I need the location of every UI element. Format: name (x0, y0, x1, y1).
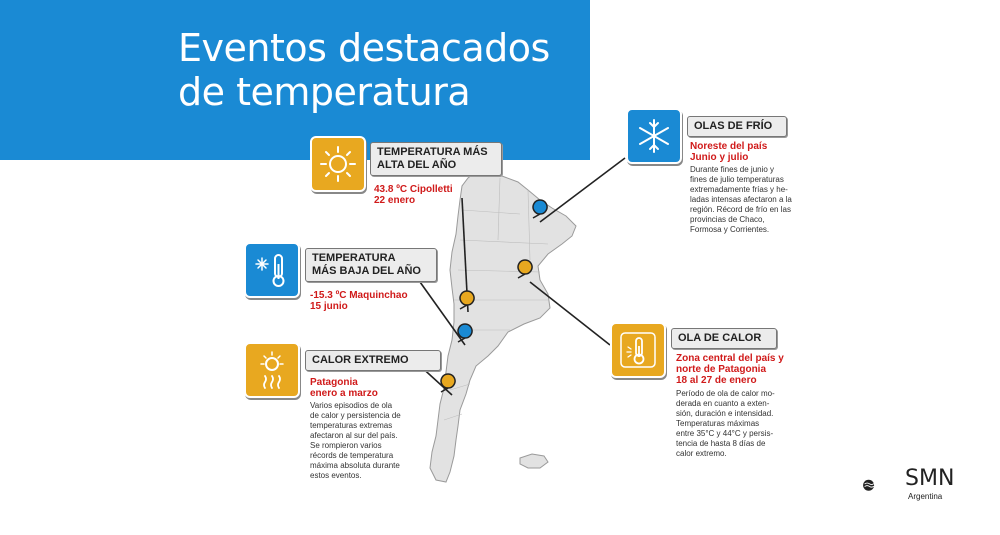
heat-wave-description-line: entre 35°C y 44°C y persis- (676, 429, 774, 438)
heat-wave-icon-box (610, 322, 666, 378)
thermometer-cold-icon (252, 250, 292, 290)
cold-waves-label-text: OLAS DE FRÍO (694, 120, 773, 132)
extreme-heat-description-line: estos eventos. (310, 471, 362, 480)
snowflake-icon (634, 116, 674, 156)
high-temp-value-text: 43.8 ºC Cipolletti (374, 184, 453, 195)
cold-waves-description-line: Durante fines de junio y (690, 165, 775, 174)
heat-wave-description (676, 389, 806, 459)
cold-waves-red (690, 141, 767, 163)
low-temp-value (310, 290, 408, 312)
extreme-heat-icon-box (244, 342, 300, 398)
cold-waves-description-line: Formosa y Corrientes. (690, 225, 770, 234)
heat-wave-description-line: Período de ola de calor mo- (676, 389, 775, 398)
sun-icon (318, 144, 358, 184)
extreme-heat-description-line: máxima absoluta durante (310, 461, 400, 470)
extreme-heat-description-line: Varios episodios de ola (310, 401, 393, 410)
smn-logo-text: SMN (905, 466, 955, 491)
title-line-1: Eventos destacados (178, 26, 550, 70)
cold-waves-description-line: extremadamente frías y he- (690, 185, 788, 194)
low-temp-label-line2: MÁS BAJA DEL AÑO (312, 265, 421, 277)
heat-wave-description-line: derada en cuanto a exten- (676, 399, 770, 408)
extreme-heat-region: Patagonia (310, 377, 358, 388)
heat-wave-region-1: Zona central del país y (676, 353, 784, 364)
cold-waves-description-line: fines de julio temperaturas (690, 175, 784, 184)
high-temp-label (370, 142, 502, 176)
heat-wave-period: 18 al 27 de enero (676, 375, 757, 386)
cold-waves-label (687, 116, 787, 137)
cold-waves-period: Junio y julio (690, 152, 749, 163)
low-temp-date: 15 junio (310, 301, 348, 312)
high-temp-icon-box (310, 136, 366, 192)
extreme-heat-label-text: CALOR EXTREMO (312, 354, 409, 366)
smn-logo-icon (862, 466, 906, 506)
heat-wave-red (676, 353, 784, 386)
thermometer-hot-icon (616, 328, 660, 372)
extreme-heat-red (310, 377, 378, 399)
extreme-heat-description-line: afectaron al sur del país. (310, 431, 398, 440)
heat-wave-description-line: tencia de hasta 8 días de (676, 439, 766, 448)
cold-waves-description-line: región. Récord de frío en las (690, 205, 791, 214)
cold-waves-icon-box (626, 108, 682, 164)
low-temp-icon-box (244, 242, 300, 298)
cold-waves-region: Noreste del país (690, 141, 768, 152)
extreme-heat-description-line: de calor y persistencia de (310, 411, 401, 420)
cold-waves-description-line: provincias de Chaco, (690, 215, 765, 224)
heat-wave-label (671, 328, 777, 349)
smn-logo-subtitle: Argentina (908, 492, 943, 501)
extreme-heat-description-line: Se rompieron varios (310, 441, 382, 450)
extreme-heat-description-line: temperaturas extremas (310, 421, 393, 430)
low-temp-value-text: -15.3 ºC Maquinchao (310, 290, 408, 301)
heat-wave-label-text: OLA DE CALOR (678, 332, 762, 344)
cold-waves-description (690, 165, 820, 235)
extreme-heat-description (310, 401, 440, 481)
heat-wave-description-line: Temperaturas máximas (676, 419, 760, 428)
tierra-del-fuego (520, 454, 548, 468)
high-temp-value (374, 184, 453, 206)
cold-waves-description-line: ladas intensas afectaron a la (690, 195, 792, 204)
low-temp-label (305, 248, 437, 282)
heat-wave-description-line: calor extremo. (676, 449, 727, 458)
map-outline (430, 168, 576, 482)
low-temp-label-line1: TEMPERATURA (312, 252, 396, 264)
high-temp-date: 22 enero (374, 195, 416, 206)
extreme-heat-period: enero a marzo (310, 388, 378, 399)
heat-wave-description-line: sión, duración e intensidad. (676, 409, 774, 418)
extreme-heat-label (305, 350, 441, 371)
high-temp-label-line2: ALTA DEL AÑO (377, 159, 457, 171)
extreme-heat-description-line: récords de temperatura (310, 451, 394, 460)
heat-wave-region-2: norte de Patagonia (676, 364, 767, 375)
title-line-2: de temperatura (178, 70, 471, 114)
sun-heat-icon (252, 350, 292, 390)
high-temp-label-line1: TEMPERATURA MÁS (377, 146, 488, 158)
